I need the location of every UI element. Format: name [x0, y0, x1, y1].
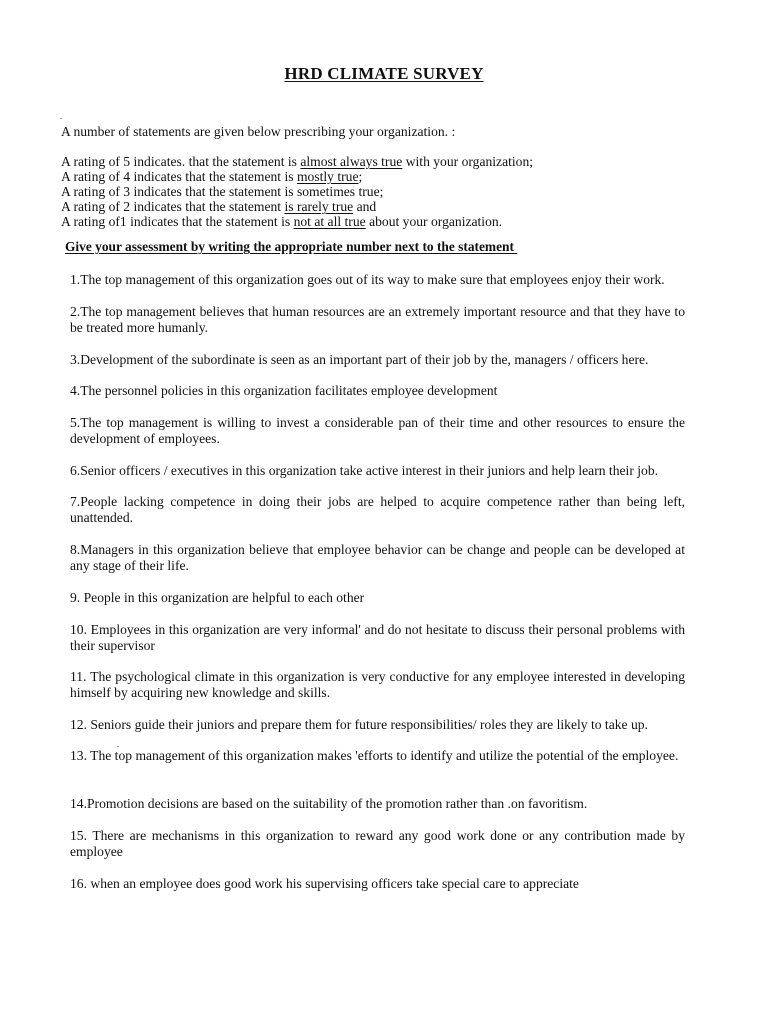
- rating-emphasis: mostly true: [296, 169, 359, 184]
- statement-item: 3.Development of the subordinate is seen as an important part of their job by the, managers / officers here.: [70, 352, 649, 367]
- statement-item: 15. There are mechanisms in this organization to reward any good work done or any contribution made by employee: [70, 828, 685, 859]
- rating-text: ;: [358, 169, 363, 184]
- rating-line-1: [61, 214, 721, 229]
- statement-item: 5.The top management is willing to invest a considerable pan of their time and other resources to ensure the development of employees.: [70, 415, 685, 446]
- statement-item: 2.The top management believes that human resources are an extremely important resource and that they have to be treated more humanly.: [70, 304, 685, 335]
- statement-item: 9. People in this organization are helpful to each other: [70, 590, 365, 605]
- statement-item: 14.Promotion decisions are based on the suitability of the promotion rather than .on favoritism.: [70, 796, 588, 811]
- statement-item: 12. Seniors guide their juniors and prepare them for future responsibilities/ roles they are likely to take up.: [70, 717, 648, 732]
- rating-text: A rating of 3 indicates that the statement is sometimes true;: [61, 184, 384, 199]
- statement-item: 13. The top management of this organization makes 'efforts to identify and utilize the potential of the employee.: [70, 748, 679, 763]
- statement-item: 11. The psychological climate in this organization is very conductive for any employee interested in developing himself by acquiring new knowledge and skills.: [70, 669, 685, 700]
- rating-text: and: [353, 199, 377, 214]
- leading-mark: .: [60, 112, 62, 121]
- rating-line-5: [61, 154, 721, 169]
- rating-text: A rating of1 indicates that the statement is: [61, 214, 294, 229]
- rating-line-4: [61, 169, 721, 184]
- statement-item: 4.The personnel policies in this organization facilitates employee development: [70, 383, 498, 398]
- rating-emphasis: not at all true: [293, 214, 366, 229]
- rating-text: A rating of 5 indicates. that the statement is: [61, 154, 301, 169]
- rating-line-2: [61, 199, 721, 214]
- rating-text: about your organization.: [365, 214, 503, 229]
- statement-item: 1.The top management of this organization goes out of its way to make sure that employees enjoy their work.: [70, 272, 665, 287]
- statement-item: 6.Senior officers / executives in this organization take active interest in their juniors and help learn their job.: [70, 463, 659, 478]
- survey-title: HRD CLIMATE SURVEY: [284, 64, 484, 83]
- rating-emphasis: is rarely true: [284, 199, 354, 214]
- intro-text: A number of statements are given below prescribing your organization. :: [61, 124, 456, 139]
- rating-emphasis: almost always true: [300, 154, 403, 169]
- rating-text: with your organization;: [402, 154, 534, 169]
- rating-text: A rating of 2 indicates that the statement: [61, 199, 285, 214]
- rating-text: A rating of 4 indicates that the statement is: [61, 169, 297, 184]
- statement-item: 8.Managers in this organization believe that employee behavior can be change and people can be developed at any stage of their life.: [70, 542, 685, 573]
- stray-mark: .: [117, 740, 119, 749]
- assessment-instruction: Give your assessment by writing the appropriate number next to the statement: [65, 239, 518, 254]
- rating-scale-list: [61, 154, 721, 229]
- statement-item: 16. when an employee does good work his supervising officers take special care to appreciate: [70, 876, 579, 891]
- statement-item: 7.People lacking competence in doing their jobs are helped to acquire competence rather than being left, unattended.: [70, 494, 685, 525]
- rating-line-3: [61, 184, 721, 199]
- statement-item: 10. Employees in this organization are very informal' and do not hesitate to discuss their personal problems with their supervisor: [70, 622, 685, 653]
